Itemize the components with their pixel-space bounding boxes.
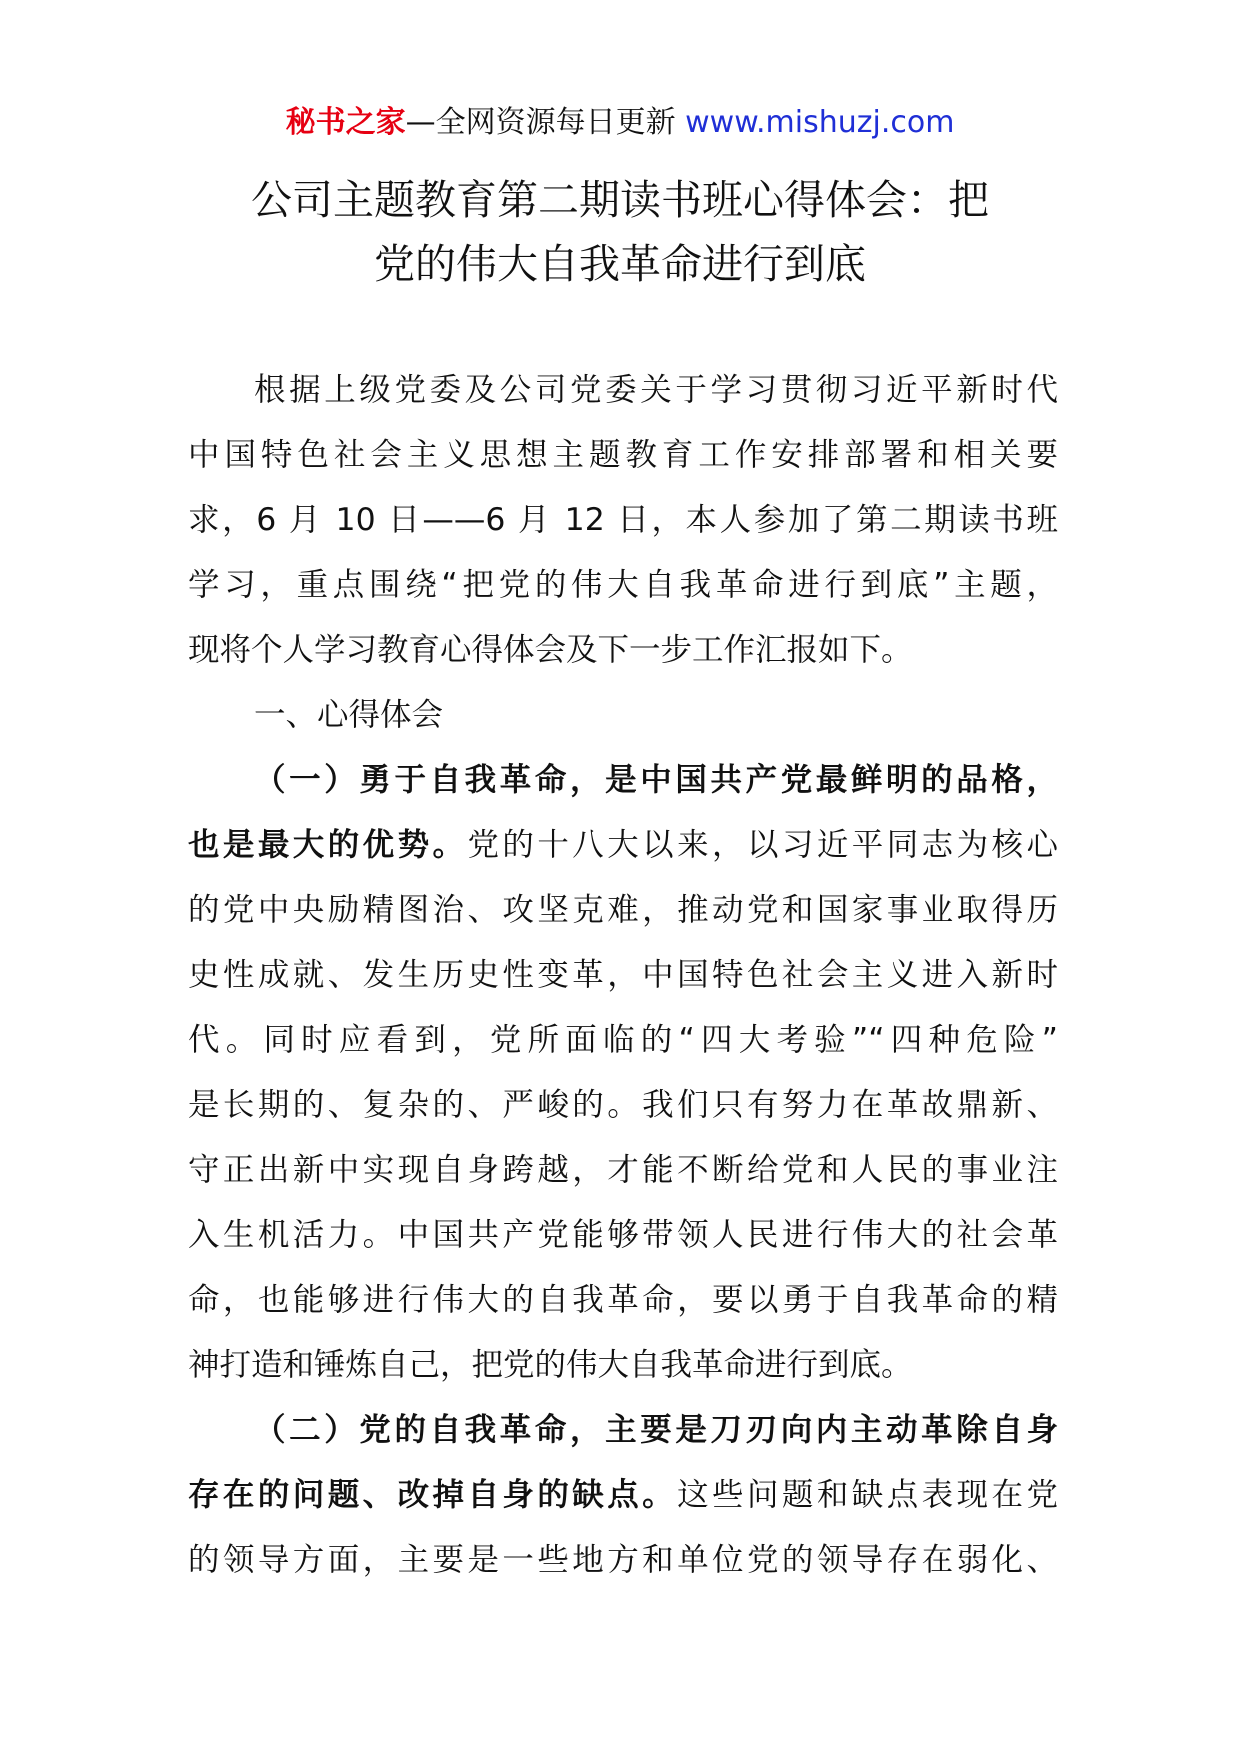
- title-line-2: 党的伟大自我革命进行到底: [374, 240, 866, 288]
- body-text-segment: 党的十八大以来，以习近平同志为核心: [467, 827, 1058, 863]
- body-line: 命，也能够进行伟大的自我革命，要以勇于自我革命的精: [188, 1282, 1058, 1318]
- body-line: 根据上级党委及公司党委关于学习贯彻习近平新时代: [254, 372, 1058, 408]
- body-line: 现将个人学习教育心得体会及下一步工作汇报如下。: [188, 632, 913, 668]
- subheading-tail: 存在的问题、改掉自身的缺点。: [188, 1477, 678, 1513]
- body-line: 神打造和锤炼自己，把党的伟大自我革命进行到底。: [188, 1347, 913, 1383]
- header-tagline: —全网资源每日更新: [405, 105, 686, 140]
- body-line-mixed: [188, 1463, 1058, 1528]
- site-header: [0, 103, 1240, 143]
- subheading-line: （二）党的自我革命，主要是刀刃向内主动革除自身: [254, 1412, 1058, 1448]
- body-line: 中国特色社会主义思想主题教育工作安排部署和相关要: [188, 437, 1058, 473]
- brand-name: 秘书之家: [285, 105, 406, 140]
- subheading-line: （一）勇于自我革命，是中国共产党最鲜明的品格，: [254, 762, 1058, 798]
- body-line: 是长期的、复杂的、严峻的。我们只有努力在革故鼎新、: [188, 1087, 1058, 1123]
- site-url-link[interactable]: www.mishuzj.com: [685, 105, 955, 140]
- document-title: [120, 168, 1120, 296]
- body-line: 求，6 月 10 日——6 月 12 日，本人参加了第二期读书班: [188, 502, 1058, 538]
- body-line: 守正出新中实现自身跨越，才能不断给党和人民的事业注: [188, 1152, 1058, 1188]
- body-text-segment: 这些问题和缺点表现在党: [677, 1477, 1058, 1513]
- body-line-mixed: [188, 813, 1058, 878]
- body-line: 入生机活力。中国共产党能够带领人民进行伟大的社会革: [188, 1217, 1058, 1253]
- document-body: [188, 358, 1058, 1593]
- body-line: 史性成就、发生历史性变革，中国特色社会主义进入新时: [188, 957, 1058, 993]
- title-line-1: 公司主题教育第二期读书班心得体会：把: [251, 176, 989, 224]
- body-line: 学习，重点围绕“把党的伟大自我革命进行到底”主题，: [188, 567, 1058, 603]
- body-line: 的党中央励精图治、攻坚克难，推动党和国家事业取得历: [188, 892, 1058, 928]
- body-line: 的领导方面，主要是一些地方和单位党的领导存在弱化、: [188, 1542, 1058, 1578]
- section-heading: 一、心得体会: [254, 697, 444, 733]
- body-line: 代。同时应看到，党所面临的“四大考验”“四种危险”: [188, 1022, 1058, 1058]
- subheading-tail: 也是最大的优势。: [188, 827, 468, 863]
